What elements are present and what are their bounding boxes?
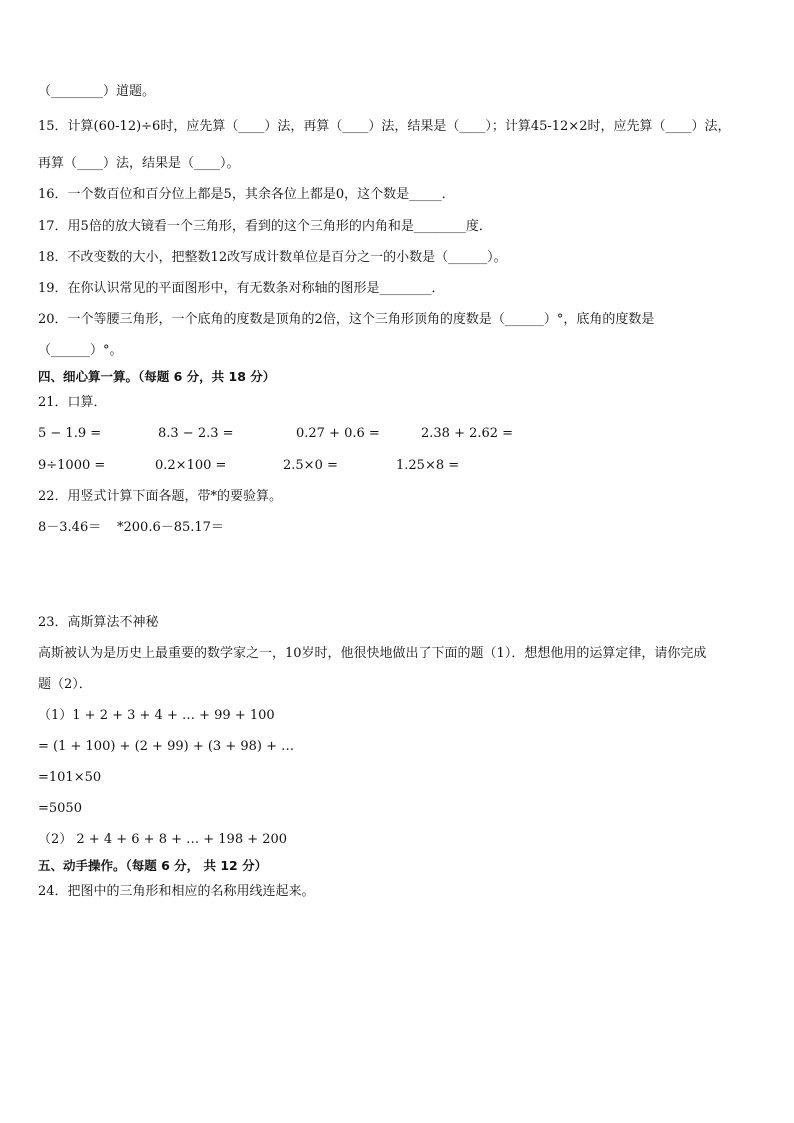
q23-step-4: =5050 bbox=[38, 801, 82, 816]
q21-r1-c4: 2.38 + 2.62 = bbox=[421, 426, 514, 441]
q23-paragraph-2: 题（2）． bbox=[38, 677, 92, 692]
q18: 18．不改变数的大小，把整数12改写成计数单位是百分之一的小数是（______）。 bbox=[38, 250, 507, 265]
q21-r1-c2: 8.3 − 2.3 = bbox=[158, 426, 234, 441]
q21-r1-c3: 0.27 + 0.6 = bbox=[296, 426, 380, 441]
section4-heading: 四、细心算一算。（每题 6 分，共 18 分） bbox=[38, 369, 276, 384]
q22-item-1: 8－3.46＝ bbox=[38, 520, 102, 535]
q14-tail: （________）道题。 bbox=[38, 84, 156, 99]
q20-line1: 20．一个等腰三角形，一个底角的度数是顶角的2倍，这个三角形顶角的度数是（______）°，底角的度数是 bbox=[38, 312, 655, 327]
q23-step-3: =101×50 bbox=[38, 770, 102, 785]
q23-step-2: = (1 + 100) + (2 + 99) + (3 + 98) + … bbox=[38, 739, 295, 754]
q17: 17．用5倍的放大镜看一个三角形，看到的这个三角形的内角和是________度． bbox=[38, 219, 492, 234]
q20-line2: （______）°。 bbox=[38, 343, 123, 358]
q24-title: 24．把图中的三角形和相应的名称用线连起来。 bbox=[38, 884, 315, 899]
q23-step-1: （1）1 + 2 + 3 + 4 + … + 99 + 100 bbox=[38, 708, 275, 723]
q21-r2-c3: 2.5×0 = bbox=[283, 458, 338, 473]
q21-r2-c4: 1.25×8 = bbox=[396, 458, 460, 473]
q23-step-5: （2） 2 + 4 + 6 + 8 + … + 198 + 200 bbox=[38, 832, 288, 847]
q22-item-2: *200.6－85.17＝ bbox=[117, 520, 224, 535]
q21-r1-c1: 5 − 1.9 = bbox=[38, 426, 102, 441]
q15-line2: 再算（____）法，结果是（____）。 bbox=[38, 156, 240, 171]
section5-heading: 五、动手操作。（每题 6 分， 共 12 分） bbox=[38, 858, 268, 873]
q21-r2-c2: 0.2×100 = bbox=[155, 458, 227, 473]
q23-title: 23．高斯算法不神秘 bbox=[38, 615, 159, 630]
q23-paragraph-1: 高斯被认为是历史上最重要的数学家之一，10岁时，他很快地做出了下面的题（1）．想想他用的运算定律，请你完成 bbox=[38, 646, 707, 661]
q19: 19．在你认识常见的平面图形中，有无数条对称轴的图形是________． bbox=[38, 281, 445, 296]
q21-r2-c1: 9÷1000 = bbox=[38, 458, 106, 473]
q16: 16．一个数百位和百分位上都是5，其余各位上都是0，这个数是_____． bbox=[38, 187, 455, 202]
q22-title: 22．用竖式计算下面各题，带*的要验算。 bbox=[38, 489, 283, 504]
q21-title: 21．口算． bbox=[38, 395, 107, 410]
q15-line1: 15．计算(60-12)÷6时，应先算（____）法，再算（____）法，结果是（____）；计算45-12×2时，应先算（____）法， bbox=[38, 119, 731, 134]
